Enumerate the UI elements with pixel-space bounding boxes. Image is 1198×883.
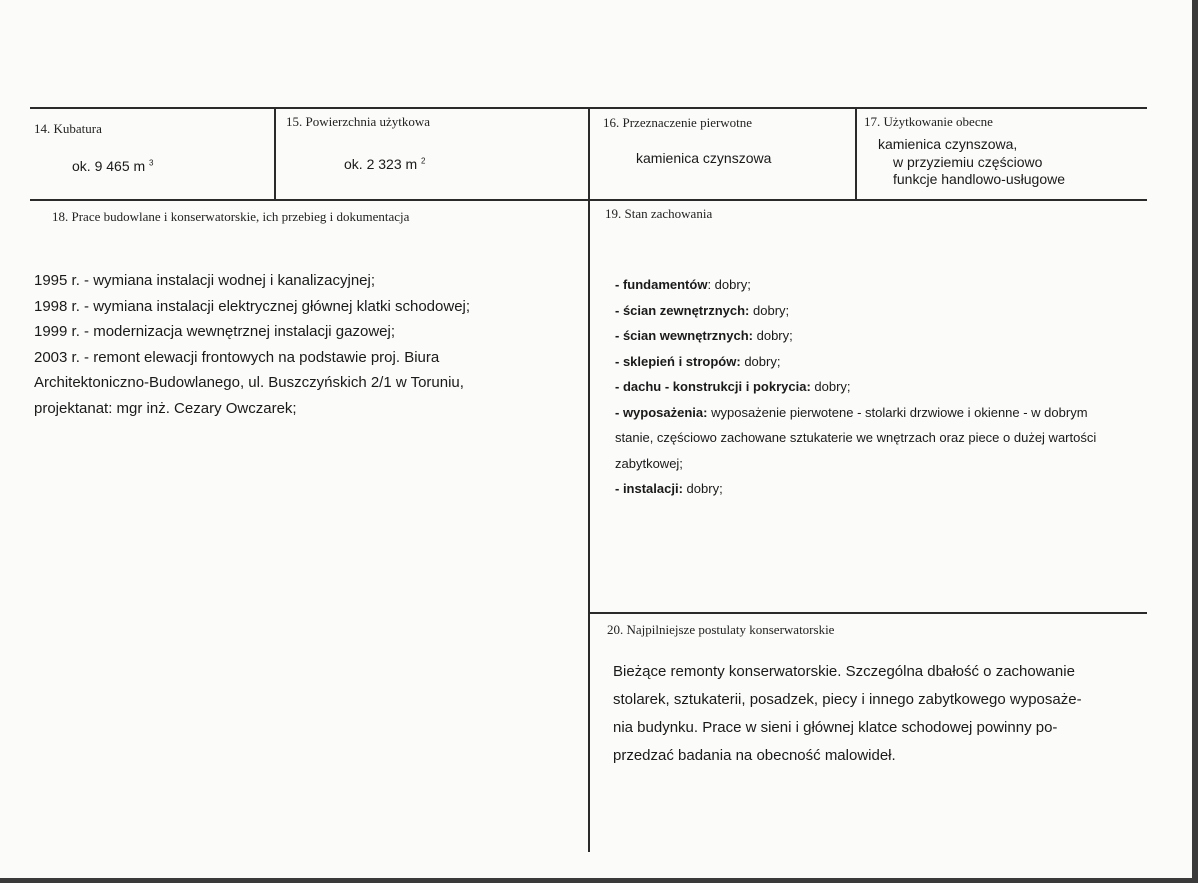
state-item: zabytkowej; (615, 455, 683, 471)
field-14-label: 14. Kubatura (34, 121, 102, 136)
main-divider (588, 107, 590, 852)
section20-rule (590, 612, 1147, 614)
state-item: stanie, częściowo zachowane sztukaterie we wnętrzach oraz piece o dużej wartości (615, 430, 1097, 445)
field-19-label: 19. Stan zachowania (605, 206, 713, 221)
field-18-label: 18. Prace budowlane i konserwatorskie, ich przebieg i dokumentacja (52, 209, 410, 224)
field-14-value: ok. 9 465 m $^3$ (72, 158, 154, 174)
field-17-label: 17. Użytkowanie obecne (864, 114, 993, 129)
state-item: - ścian wewnętrznych: dobry; (615, 328, 793, 343)
field-18-text: 1995 r. - wymiana instalacji wodnej i kanalizacyjnej; 1998 r. - wymiana instalacji elektrycznej głównej klatki schodowej; 1999 r. - modernizacja wewnętrznej instalacji gazowej; 2003 r. - remont elewacji frontowych na podstawie proj. Biura Architektoniczno-Budowlanego, ul. Buszczyńskich 2/1 w Toruniu, projektanat: mgr inż. Cezary Owczarek; (34, 272, 471, 417)
field-19-text (615, 272, 1135, 502)
divider-16-17 (855, 107, 857, 199)
field-15-label: 15. Powierzchnia użytkowa (286, 114, 431, 129)
state-item: - fundamentów: dobry; (615, 277, 751, 292)
state-item: - ścian zewnętrznych: dobry; (615, 302, 790, 318)
divider-14-15 (274, 107, 276, 199)
state-item: - instalacji: dobry; (615, 481, 723, 496)
field-20-text: Bieżące remonty konserwatorskie. Szczególna dbałość o zachowanie stolarek, sztukaterii, posadzek, piecy i innego zabytkowego wyposaże- nia budynku. Prace w sieni i głównej klatce schodowej powinny po- przedzać badania na obecność malowideł. (613, 663, 1082, 764)
field-20-label: 20. Najpilniejsze postulaty konserwatorskie (607, 622, 835, 637)
field-17-value: kamienica czynszowa, w przyziemiu częściowo funkcje handlowo-usługowe (878, 136, 1065, 187)
state-item: - sklepień i stropów: dobry; (615, 353, 781, 369)
field-16-label: 16. Przeznaczenie pierwotne (603, 115, 753, 130)
field-16-value: kamienica czynszowa (636, 150, 772, 166)
field-15-value: ok. 2 323 m $^2$ (344, 156, 426, 172)
state-item: - dachu - konstrukcji i pokrycia: dobry; (615, 379, 851, 394)
state-item: - wyposażenia: wyposażenie pierwotene - stolarki drzwiowe i okienne - w dobrym (615, 404, 1088, 420)
